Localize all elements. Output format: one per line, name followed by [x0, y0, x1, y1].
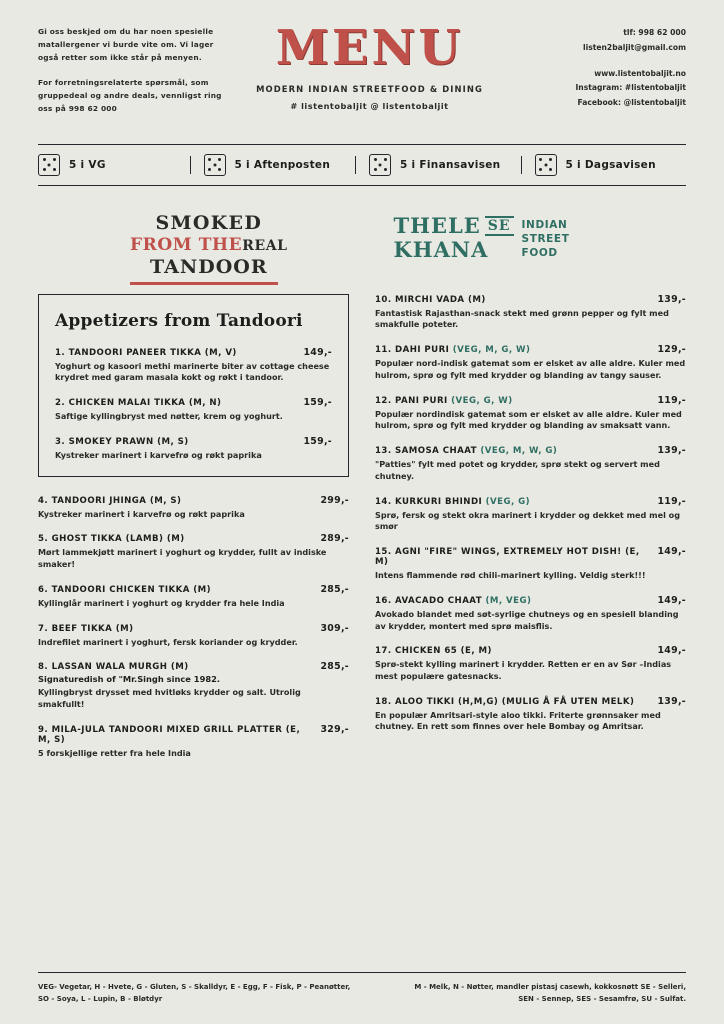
- item-allergen-tag: (VEG, M, G, W): [452, 345, 531, 356]
- item-name: 1. TANDOORI PANEER TIKKA (M, V): [55, 347, 237, 358]
- menu-item: [375, 395, 686, 432]
- thele-tag-1: INDIAN: [521, 218, 568, 231]
- item-name: 6. TANDOORI CHICKEN TIKKA (M): [38, 584, 212, 595]
- item-name: 10. MIRCHI VADA (M): [375, 294, 486, 305]
- menu-item: [375, 595, 686, 632]
- thele-tag-3: FOOD: [521, 247, 558, 260]
- item-description: Mørt lammekjøtt marinert i yoghurt og krydder, fullt av indiske smaker!: [38, 547, 327, 570]
- contact-email[interactable]: listen2baljit@gmail.com: [583, 42, 686, 52]
- thele-se-badge: SE: [485, 216, 514, 236]
- header-title-block: [228, 20, 511, 111]
- award-dagsavisen: [521, 154, 687, 176]
- contact-website[interactable]: www.listentobaljit.no: [594, 68, 686, 78]
- item-price: 119,-: [657, 394, 686, 406]
- award-vg: [38, 154, 190, 176]
- item-name: 5. GHOST TIKKA (LAMB) (M): [38, 534, 185, 545]
- item-price: 129,-: [657, 344, 686, 356]
- menu-item: [38, 533, 349, 570]
- left-column: [38, 294, 349, 773]
- item-allergen-tag: (VEG, M, W, G): [480, 446, 558, 457]
- item-name: 14. KURKURI BHINDI: [375, 496, 483, 507]
- header-notes: [38, 26, 228, 128]
- menu-item: [375, 696, 686, 733]
- item-name: 15. AGNI "FIRE" WINGS, EXTREMELY HOT DISH! (E, M): [375, 547, 640, 568]
- item-price: 139,-: [657, 695, 686, 707]
- item-price: 159,-: [303, 397, 332, 409]
- award-label: 5 i Dagsavisen: [565, 158, 656, 171]
- item-allergen-tag: (M, VEG): [485, 595, 532, 606]
- smoked-real: REAL: [242, 237, 288, 254]
- item-price: 139,-: [657, 293, 686, 305]
- item-name: 7. BEEF TIKKA (M): [38, 623, 134, 634]
- contact-instagram[interactable]: Instagram: #listentobaljit: [575, 83, 686, 93]
- header-contact: [511, 26, 686, 111]
- menu-item: [38, 623, 349, 649]
- thele-line-1: THELE: [393, 212, 481, 238]
- menu-item: [375, 645, 686, 682]
- item-name: 16. AVACADO CHAAT: [375, 595, 483, 606]
- contact-phone: tlf: 998 62 000: [623, 28, 686, 37]
- menu-columns: [38, 294, 686, 773]
- item-description: Populær nord-indisk gatemat som er elsket av alle aldre. Kuler med hulrom, sprø og fylt med krydder og blanding av tangy sauser.: [375, 358, 686, 380]
- allergen-legend: [38, 972, 686, 1006]
- dice-icon: [369, 154, 391, 176]
- smoked-underline: [130, 282, 278, 285]
- menu-item: [38, 495, 349, 521]
- social-handles: # listentobaljit @ listentobaljit: [290, 101, 449, 111]
- item-name: 2. CHICKEN MALAI TIKKA (M, N): [55, 398, 222, 409]
- item-description: Kystreker marinert i karvefrø og røkt paprika: [55, 449, 262, 460]
- allergy-note: Gi oss beskjed om du har noen spesielle matallergener vi burde vite om. Vi lager også retter som ikke står på menyen.: [38, 27, 214, 62]
- item-description: 5 forskjellige retter fra hele India: [38, 747, 191, 758]
- dice-icon: [204, 154, 226, 176]
- item-name: 3. SMOKEY PRAWN (M, S): [55, 436, 189, 447]
- item-description: Kyllingbryst drysset med hvitløks krydder og salt. Utrolig smakfullt!: [38, 687, 301, 710]
- menu-item: [55, 436, 332, 462]
- thele-tag-2: STREET: [521, 232, 570, 245]
- right-column: [375, 294, 686, 773]
- item-description: "Patties" fylt med potet og krydder, sprø stekt og servert med chutney.: [375, 459, 660, 481]
- thele-khana-banner: [356, 212, 686, 288]
- smoked-line-3: TANDOOR: [150, 255, 268, 278]
- item-price: 309,-: [320, 622, 349, 634]
- item-description: Kystreker marinert i karvefrø og røkt paprika: [38, 508, 245, 519]
- item-allergen-tag: (VEG, G, W): [451, 395, 513, 406]
- item-price: 299,-: [320, 494, 349, 506]
- dice-icon: [38, 154, 60, 176]
- item-price: 285,-: [320, 583, 349, 595]
- thele-line-2: KHANA: [393, 236, 489, 262]
- smoked-line-2: FROM THE: [130, 234, 243, 255]
- item-description: Kyllinglår marinert i yoghurt og krydder fra hele India: [38, 597, 285, 608]
- menu-item: [38, 661, 349, 710]
- item-description: Sprø, fersk og stekt okra marinert i krydder og dekket med mel og smør: [375, 509, 681, 532]
- smoked-line-1: SMOKED: [155, 211, 263, 234]
- item-price: 149,-: [657, 645, 686, 657]
- item-name: 18. ALOO TIKKI (H,M,G) (MULIG Å FÅ UTEN MELK): [375, 696, 635, 707]
- item-name: 17. CHICKEN 65 (E, M): [375, 646, 492, 657]
- menu-item: [38, 724, 349, 760]
- item-name: 8. LASSAN WALA MURGH (M): [38, 662, 189, 673]
- legend-left-line-1: VEG- Vegetar, H - Hvete, G - Gluten, S - Skalldyr, E - Egg, F - Fisk, P - Peanøtter,: [38, 982, 351, 991]
- item-description: Avokado blandet med søt-syrlige chutneys og en spesiell blanding av krydder, montert med sprø maisflis.: [375, 608, 679, 631]
- section-banners: [38, 212, 686, 288]
- menu-item: [375, 496, 686, 533]
- item-price: 289,-: [320, 533, 349, 545]
- menu-item: [375, 344, 686, 381]
- award-label: 5 i VG: [69, 158, 106, 171]
- item-description: Indrefilet marinert i yoghurt, fersk koriander og krydder.: [38, 636, 298, 647]
- award-finansavisen: [355, 154, 521, 176]
- item-name: 11. DAHI PURI: [375, 345, 450, 356]
- item-price: 329,-: [320, 723, 349, 735]
- item-signature-note: Signaturedish of "Mr.Singh since 1982.: [38, 674, 221, 685]
- item-allergen-tag: (VEG, G): [485, 496, 530, 507]
- legend-right-line-1: M - Melk, N - Nøtter, mandler pistasj casewh, kokkosnøtt SE - Selleri,: [414, 982, 686, 991]
- item-price: 149,-: [657, 594, 686, 606]
- page-header: [38, 20, 686, 128]
- menu-item: [375, 445, 686, 482]
- appetizers-title: Appetizers from Tandoori: [55, 310, 303, 331]
- menu-item: [375, 294, 686, 331]
- item-price: 139,-: [657, 445, 686, 457]
- item-price: 119,-: [657, 495, 686, 507]
- contact-facebook[interactable]: Facebook: @listentobaljit: [577, 98, 686, 108]
- menu-item: [55, 347, 332, 384]
- menu-item: [38, 584, 349, 610]
- award-label: 5 i Aftenposten: [234, 158, 331, 171]
- menu-item: [375, 546, 686, 582]
- item-description: Populær nordindisk gatemat som er elsket av alle aldre. Kuler med hulrom, sprø og fylt med krydder og blanding av smaksatt vann.: [375, 408, 682, 431]
- item-name: 13. SAMOSA CHAAT: [375, 446, 477, 457]
- dice-icon: [535, 154, 557, 176]
- legend-left-line-2: SO - Soya, L - Lupin, B - Bløtdyr: [38, 995, 163, 1004]
- item-price: 285,-: [320, 661, 349, 673]
- item-price: 149,-: [303, 346, 332, 358]
- item-description: Intens flammende rød chili-marinert kylling. Veldig sterk!!!: [375, 570, 646, 581]
- page-title: MENU: [275, 20, 464, 76]
- smoked-banner: [38, 212, 356, 288]
- appetizers-box: [38, 294, 349, 477]
- item-name: 4. TANDOORI JHINGA (M, S): [38, 495, 182, 506]
- awards-bar: [38, 145, 686, 186]
- item-name: 12. PANI PURI: [375, 395, 448, 406]
- page-subtitle: MODERN INDIAN STREETFOOD & DINING: [256, 84, 483, 94]
- legend-right-line-2: SEN - Sennep, SES - Sesamfrø, SU - Sulfat.: [518, 995, 686, 1004]
- award-label: 5 i Finansavisen: [400, 158, 501, 171]
- item-name: 9. MILA-JULA TANDOORI MIXED GRILL PLATTER (E, M, S): [38, 724, 301, 745]
- item-description: Sprø-stekt kylling marinert i krydder. Retten er en av Sør –Indias mest populære gatesnacks.: [375, 659, 672, 681]
- business-note: For forretningsrelaterte spørsmål, som gruppedeal og andre deals, vennligst ring oss på 998 62 000: [38, 77, 222, 113]
- item-description: Fantastisk Rajasthan-snack stekt med grønn pepper og fylt med smakfulle poteter.: [375, 307, 669, 330]
- item-description: Yoghurt og kasoori methi marinerte biter av cottage cheese krydret med garam masala kokt og røkt i tandoor.: [55, 360, 330, 383]
- item-price: 149,-: [657, 546, 686, 558]
- menu-item: [55, 397, 332, 423]
- item-description: En populær Amritsari-style aloo tikki. Friterte grønnsaker med chutney. En rett som finnes over hele Bombay og Amritsar.: [375, 709, 661, 732]
- award-aftenposten: [190, 154, 356, 176]
- item-price: 159,-: [303, 435, 332, 447]
- item-description: Saftige kyllingbryst med nøtter, krem og yoghurt.: [55, 411, 283, 422]
